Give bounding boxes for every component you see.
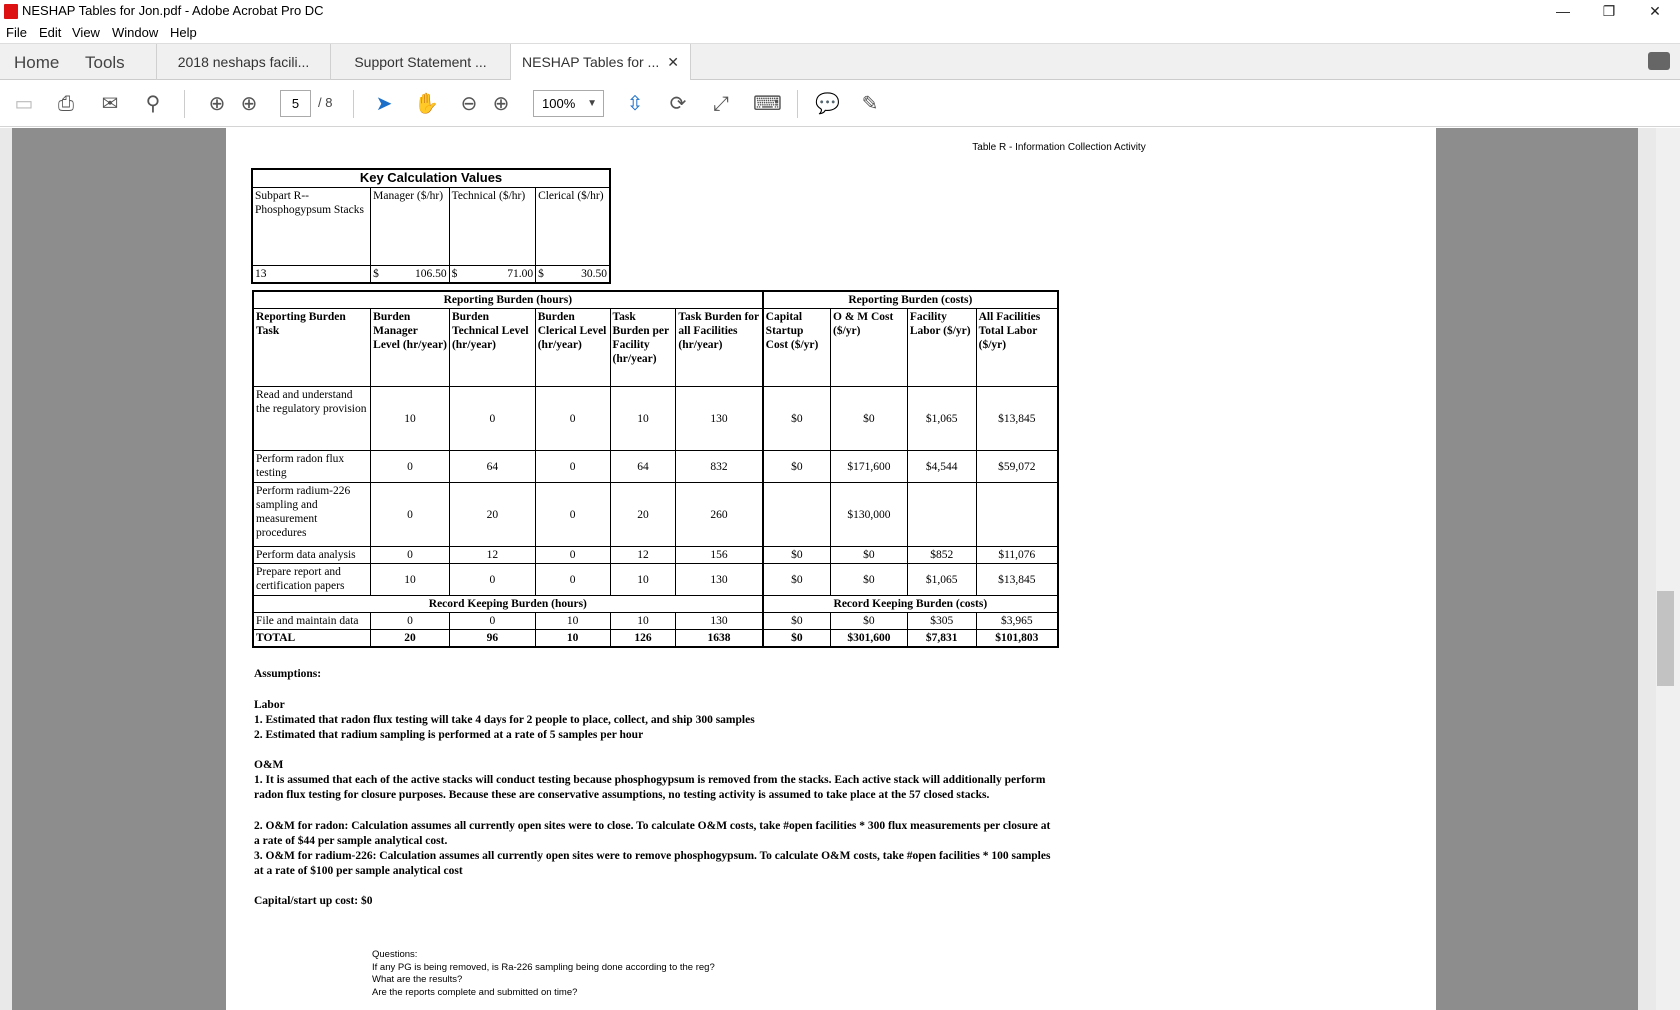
cell: $301,600 [831,630,908,648]
menu-bar [0,22,1680,42]
table-row [253,564,1058,596]
acrobat-pdf-icon [4,4,18,19]
col-header: Burden Manager Level (hr/year) [371,309,450,387]
document-viewer[interactable] [0,128,1680,1010]
menu-edit[interactable]: Edit [39,25,62,40]
page-number-input[interactable]: 5 [280,90,311,117]
row-task: File and maintain data [253,613,371,630]
full-screen-icon[interactable]: ⤢ [713,93,729,115]
cell: $0 [831,564,908,596]
doc-tab-3[interactable] [511,44,691,81]
comment-icon[interactable]: 💬 [815,93,840,115]
row-task: Perform data analysis [253,547,371,564]
cell: 0 [535,547,610,564]
cell: $0 [763,451,831,483]
menu-view[interactable]: View [72,25,100,40]
window-title: NESHAP Tables for Jon.pdf - Adobe Acrobat Pro DC [22,3,324,18]
cell: 12 [610,547,676,564]
cell: $59,072 [976,451,1058,483]
question-line: What are the results? [372,974,463,985]
group-costs-header: Reporting Burden (costs) [763,291,1058,309]
cell: 0 [371,547,450,564]
cell: 20 [610,483,676,547]
cell: 260 [676,483,763,547]
cell: 0 [535,564,610,596]
close-window-button[interactable]: ✕ [1649,3,1661,19]
kcv-header: Key Calculation Values [252,169,610,187]
om-heading: O&M [254,759,284,771]
om-item: 3. O&M for radium-226: Calculation assumes all currently open sites were to remove phosphogypsum. To calculate O&M costs, take #open facilities * 100 samples at a rate of $100 per sample analytical cost [254,850,1051,877]
vertical-scrollbar[interactable] [1656,128,1680,1010]
cell: 10 [610,613,676,630]
table-title: Table R - Information Collection Activity [972,142,1146,153]
kcv-row-label: 13 [252,265,371,283]
kcv-col-manager: Manager ($/hr) [371,187,449,265]
cell: $0 [831,387,908,451]
assumptions-heading: Assumptions: [254,668,322,680]
cell: $130,000 [831,483,908,547]
zoom-value: 100% [542,96,576,111]
kcv-col-technical: Technical ($/hr) [449,187,535,265]
kcv-manager-value [371,265,449,283]
cell: $0 [763,613,831,630]
kcv-col-subpart: Subpart R-- Phosphogypsum Stacks [252,187,371,265]
cell: $171,600 [831,451,908,483]
keyboard-scroll-icon[interactable]: ⌨ [753,93,782,115]
cell: $4,544 [907,451,976,483]
minimize-button[interactable]: — [1556,3,1570,19]
next-page-icon[interactable]: ⊕ [240,93,258,115]
cell: 130 [676,387,763,451]
cell: 0 [449,387,535,451]
table-row [253,387,1058,451]
cell: 0 [449,613,535,630]
cell: 64 [449,451,535,483]
questions-note [372,949,715,999]
cell: $11,076 [976,547,1058,564]
burden-table [252,290,1059,648]
row-task: Read and understand the regulatory provision [253,387,371,451]
pdf-page [226,128,1436,1010]
cell: $7,831 [907,630,976,648]
toolbar [0,80,1680,127]
col-header: Reporting Burden Task [253,309,371,387]
restore-button[interactable]: ❐ [1602,3,1616,19]
toolbar-divider [184,90,185,118]
rk-costs-header: Record Keeping Burden (costs) [763,596,1058,613]
left-panel-toggle[interactable] [0,128,12,1010]
menu-window[interactable]: Window [112,25,159,40]
value: 30.50 [581,267,607,280]
nav-home[interactable]: Home [14,53,60,72]
row-task: TOTAL [253,630,371,648]
cell [763,483,831,547]
question-line: If any PG is being removed, is Ra-226 sampling being done according to the reg? [372,961,715,973]
cell: $13,845 [976,564,1058,596]
cell: $0 [831,547,908,564]
page-total: / 8 [318,95,333,110]
col-header: Burden Technical Level (hr/year) [449,309,535,387]
value: 106.50 [414,267,447,280]
group-hours-header: Reporting Burden (hours) [253,291,763,309]
cell: $0 [763,630,831,648]
hand-tool-icon[interactable]: ✋ [414,93,439,115]
cell: 0 [371,613,450,630]
doc-tab-2[interactable] [331,44,511,81]
row-task: Perform radon flux testing [253,451,371,483]
cell: $0 [831,613,908,630]
close-tab-icon[interactable]: ✕ [667,54,679,70]
cell: 130 [676,564,763,596]
cell: 10 [535,630,610,648]
cell: 64 [610,451,676,483]
cell: $13,845 [976,387,1058,451]
doc-tab-1[interactable] [156,44,331,81]
cell [907,483,976,547]
save-icon[interactable]: ▭ [14,93,34,115]
col-header: All Facilities Total Labor ($/yr) [976,309,1058,387]
chevron-down-icon: ▼ [587,98,597,109]
zoom-out-icon[interactable]: ⊖ [460,93,478,115]
previous-page-icon[interactable]: ⊕ [208,93,226,115]
cell: $101,803 [976,630,1058,648]
kcv-technical-value [449,265,535,283]
cell: 832 [676,451,763,483]
highlight-pen-icon[interactable]: ✎ [861,93,879,115]
doc-tab-label: 2018 neshaps facili... [177,54,310,70]
cell: 20 [371,630,450,648]
toolbar-divider [353,90,354,118]
labor-item: 2. Estimated that radium sampling is performed at a rate of 5 samples per hour [254,729,644,741]
select-cursor-icon[interactable]: ➤ [375,93,393,115]
cell: 0 [535,451,610,483]
cell: 10 [371,387,450,451]
capital-note: Capital/start up cost: $0 [254,895,373,907]
cell: 0 [371,483,450,547]
labor-heading: Labor [254,699,285,711]
cell: $0 [763,387,831,451]
cell: $1,065 [907,387,976,451]
cell: 10 [535,613,610,630]
question-line: Are the reports complete and submitted on time? [372,986,578,998]
print-icon[interactable]: ⎙ [58,93,74,115]
menu-help[interactable]: Help [170,25,197,40]
rk-hours-header: Record Keeping Burden (hours) [253,596,763,613]
cell: 0 [371,451,450,483]
right-panel-toggle[interactable] [1638,128,1656,1010]
value: 71.00 [507,267,534,280]
cell: 20 [449,483,535,547]
toolbar-divider [797,90,798,118]
cell: 126 [610,630,676,648]
fit-page-icon[interactable]: ⇳ [626,93,644,115]
cell: $0 [763,564,831,596]
cell: $1,065 [907,564,976,596]
nav-tools[interactable]: Tools [85,53,125,72]
comment-panel-icon[interactable] [1648,52,1670,70]
key-calculation-table [251,168,611,284]
zoom-in-icon[interactable]: ⊕ [492,93,510,115]
cell: 156 [676,547,763,564]
total-row [253,630,1058,648]
om-item: 1. It is assumed that each of the active stacks will conduct testing because phosphogypsum is removed from the stacks. Each active stack will additionally perform radon flux testing for closure purposes. Because these are conservative assumptions, no testing activity is assumed to take place at the 57 closed stacks. [254,774,1046,801]
cell: 0 [449,564,535,596]
cell: 96 [449,630,535,648]
col-header: Task Burden per Facility (hr/year) [610,309,676,387]
currency: $ [538,267,544,280]
col-header: Capital Startup Cost ($/yr) [763,309,831,387]
om-item: 2. O&M for radon: Calculation assumes all currently open sites were to close. To calculate O&M costs, take #open facilities * 300 flux measurements per closure at a rate of $44 per sample analytical cost. [254,820,1051,847]
menu-file[interactable]: File [6,25,27,40]
doc-tab-label: Support Statement ... [354,54,487,70]
scroll-thumb[interactable] [1657,591,1674,686]
search-icon[interactable]: ⚲ [145,93,161,115]
table-row [253,451,1058,483]
currency: $ [451,267,458,280]
rotate-view-icon[interactable]: ⟳ [669,93,687,115]
currency: $ [373,267,379,280]
cell: 10 [610,564,676,596]
cell: 12 [449,547,535,564]
cell: $852 [907,547,976,564]
table-row [253,483,1058,547]
zoom-select[interactable] [533,90,604,117]
cell: 10 [610,387,676,451]
cell [976,483,1058,547]
title-bar [0,0,1680,22]
table-row [253,547,1058,564]
question-line: Questions: [372,949,418,960]
col-header: Facility Labor ($/yr) [907,309,976,387]
doc-tab-label: NESHAP Tables for ... [522,54,660,70]
labor-item: 1. Estimated that radon flux testing will take 4 days for 2 people to place, collect, and ship 300 samples [254,714,755,726]
row-task: Prepare report and certification papers [253,564,371,596]
cell: 1638 [676,630,763,648]
cell: $305 [907,613,976,630]
email-icon[interactable]: ✉ [101,93,119,115]
col-header: Task Burden for all Facilities (hr/year) [676,309,763,387]
cell: $3,965 [976,613,1058,630]
cell: 10 [371,564,450,596]
kcv-col-clerical: Clerical ($/hr) [536,187,610,265]
cell: 0 [535,387,610,451]
col-header: O & M Cost ($/yr) [831,309,908,387]
table-row [253,613,1058,630]
tab-bar [0,43,1680,80]
cell: 0 [535,483,610,547]
cell: $0 [763,547,831,564]
kcv-clerical-value [536,265,610,283]
col-header: Burden Clerical Level (hr/year) [535,309,610,387]
row-task: Perform radium-226 sampling and measurement procedures [253,483,371,547]
cell: 130 [676,613,763,630]
